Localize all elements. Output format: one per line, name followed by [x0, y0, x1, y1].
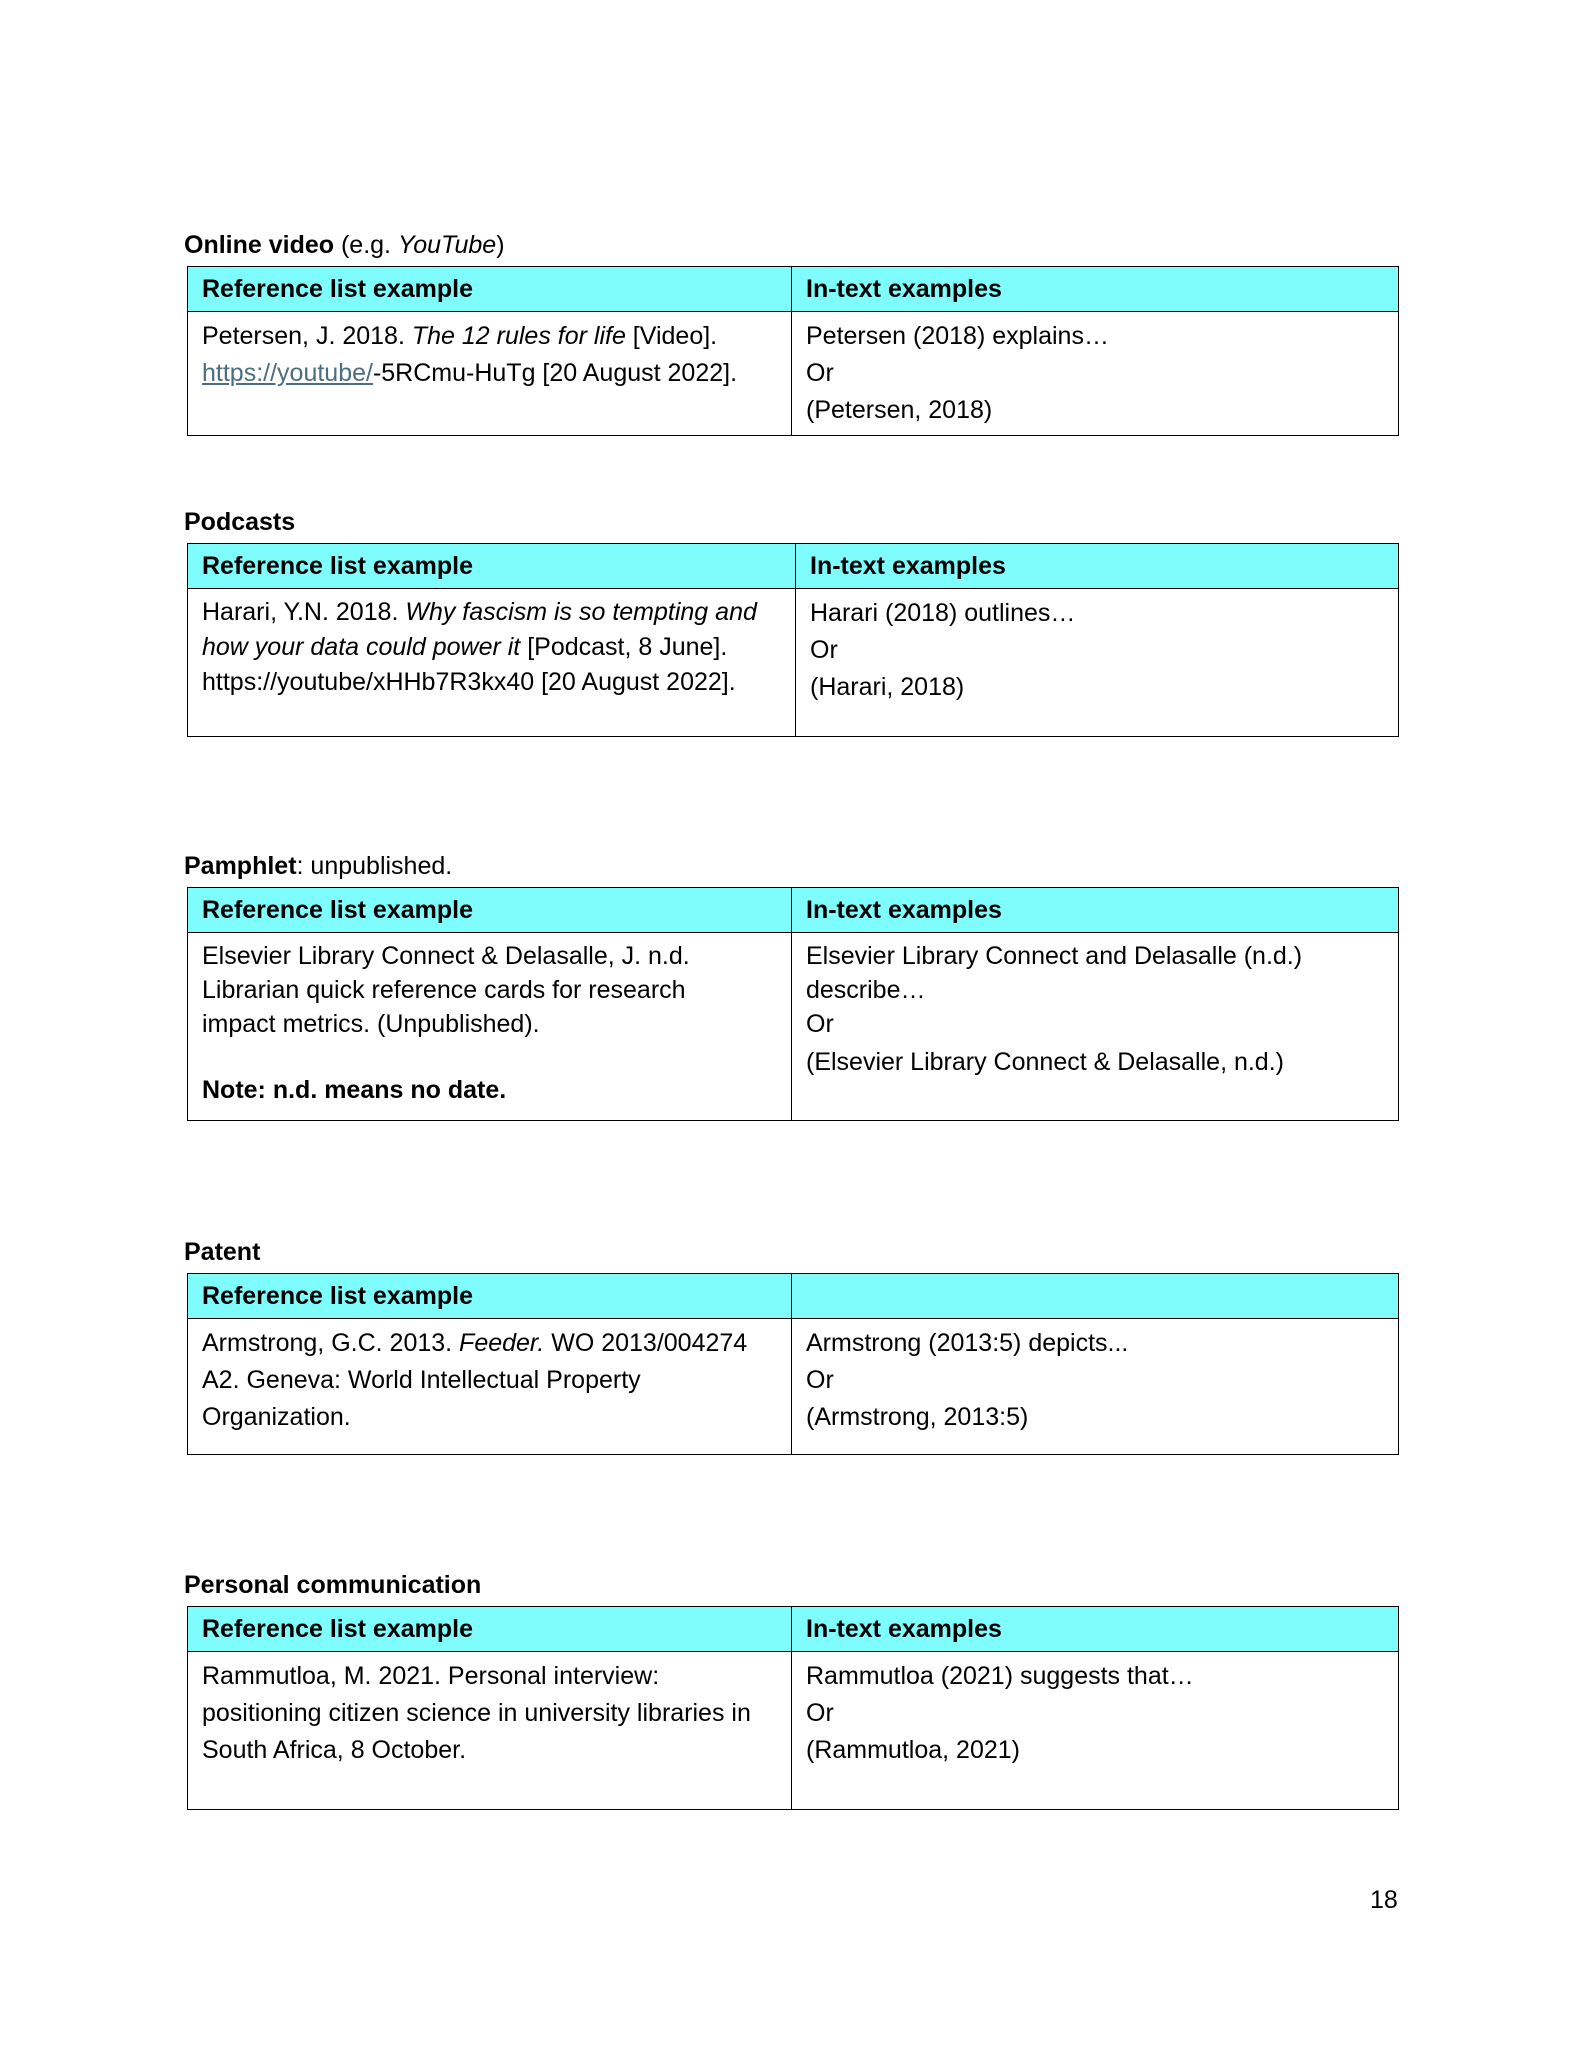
ref-text: Harari, Y.N. 2018. [202, 598, 406, 626]
section-heading-personal-communication [184, 1570, 481, 1600]
heading-bold: Online video [184, 231, 335, 259]
table-row [188, 1652, 1399, 1810]
ref-text: Armstrong, G.C. 2013. [202, 1329, 460, 1357]
section-heading-podcasts [184, 507, 295, 537]
in-text-line: Or [806, 1010, 834, 1038]
ref-text: WO 2013/004274 [544, 1329, 748, 1357]
header-reference-list: Reference list example [188, 544, 796, 589]
section-heading-patent [184, 1237, 260, 1267]
heading-bold: Personal communication [184, 1571, 482, 1599]
heading-text: ) [496, 231, 505, 259]
table-header-row [188, 1607, 1399, 1652]
in-text-line: (Petersen, 2018) [806, 396, 993, 424]
ref-line: Rammutloa, M. 2021. Personal interview: [202, 1662, 660, 1690]
in-text-cell [792, 312, 1399, 436]
reference-cell [188, 312, 792, 436]
section-heading-pamphlet [184, 851, 452, 881]
table-header-row [188, 1274, 1399, 1319]
heading-text: (e.g. [334, 231, 398, 259]
table-header-row [188, 267, 1399, 312]
heading-bold: Patent [184, 1238, 261, 1266]
heading-bold: Podcasts [184, 508, 296, 536]
table-header-row [188, 888, 1399, 933]
header-reference-list: Reference list example [188, 888, 792, 933]
in-text-line: Petersen (2018) explains… [806, 322, 1109, 350]
ref-text: -5RCmu-HuTg [20 August 2022]. [372, 359, 738, 387]
reference-cell [188, 1652, 792, 1810]
heading-italic: YouTube [397, 231, 497, 259]
in-text-line: Or [806, 359, 834, 387]
ref-line: South Africa, 8 October. [202, 1736, 467, 1764]
in-text-cell [792, 1319, 1399, 1455]
header-in-text: In-text examples [792, 267, 1399, 312]
in-text-line: describe… [806, 976, 926, 1004]
in-text-cell [796, 589, 1399, 737]
ref-title: The 12 rules for life [411, 322, 626, 350]
reference-table-pamphlet [187, 887, 1399, 1121]
in-text-cell [792, 933, 1399, 1121]
header-reference-list: Reference list example [188, 267, 792, 312]
header-in-text: In-text examples [792, 1607, 1399, 1652]
in-text-line: (Elsevier Library Connect & Delasalle, n.d.) [806, 1048, 1284, 1076]
in-text-line: (Rammutloa, 2021) [806, 1736, 1020, 1764]
ref-title: Why fascism is so tempting and [405, 598, 757, 626]
table-row [188, 933, 1399, 1121]
in-text-line: Or [806, 1366, 834, 1394]
ref-text: [Video]. [625, 322, 718, 350]
header-in-text: In-text examples [792, 888, 1399, 933]
reference-cell [188, 1319, 792, 1455]
ref-line: Elsevier Library Connect & Delasalle, J. n.d. [202, 942, 690, 970]
note-text: Note: n.d. means no date. [202, 1076, 507, 1104]
ref-line: impact metrics. (Unpublished). [202, 1010, 540, 1038]
reference-table-personal-communication [187, 1606, 1399, 1810]
ref-text: Petersen, J. 2018. [202, 322, 412, 350]
in-text-line: (Armstrong, 2013:5) [806, 1403, 1029, 1431]
ref-title: how your data could power it [202, 633, 521, 661]
in-text-line: Armstrong (2013:5) depicts... [806, 1329, 1129, 1357]
table-header-row [188, 544, 1399, 589]
ref-title: Feeder. [459, 1329, 545, 1357]
reference-cell [188, 589, 796, 737]
reference-cell [188, 933, 792, 1121]
section-heading-online-video [184, 230, 505, 260]
ref-url-text: https://youtube/xHHb7R3kx40 [20 August 2022]. [202, 668, 736, 696]
ref-line: positioning citizen science in university libraries in [202, 1699, 751, 1727]
reference-table-online-video [187, 266, 1399, 436]
in-text-line: Rammutloa (2021) suggests that… [806, 1662, 1194, 1690]
table-row [188, 1319, 1399, 1455]
header-in-text: In-text examples [796, 544, 1399, 589]
in-text-line: Or [810, 636, 838, 664]
in-text-line: Elsevier Library Connect and Delasalle (n.d.) [806, 942, 1303, 970]
ref-text: [Podcast, 8 June]. [520, 633, 728, 661]
header-reference-list: Reference list example [188, 1274, 792, 1319]
ref-line: A2. Geneva: World Intellectual Property [202, 1366, 641, 1394]
video-link[interactable]: https://youtube/ [202, 359, 373, 387]
in-text-line: Or [806, 1699, 834, 1727]
reference-table-podcasts [187, 543, 1399, 737]
header-reference-list: Reference list example [188, 1607, 792, 1652]
page-number: 18 [1370, 1886, 1398, 1914]
heading-bold: Pamphlet [184, 852, 297, 880]
in-text-line: (Harari, 2018) [810, 673, 965, 701]
reference-table-patent [187, 1273, 1399, 1455]
ref-line: Organization. [202, 1403, 351, 1431]
table-row [188, 312, 1399, 436]
in-text-line: Harari (2018) outlines… [810, 599, 1076, 627]
heading-text: : unpublished. [296, 852, 453, 880]
table-row [188, 589, 1399, 737]
header-in-text [792, 1274, 1399, 1319]
in-text-cell [792, 1652, 1399, 1810]
ref-line: Librarian quick reference cards for research [202, 976, 686, 1004]
